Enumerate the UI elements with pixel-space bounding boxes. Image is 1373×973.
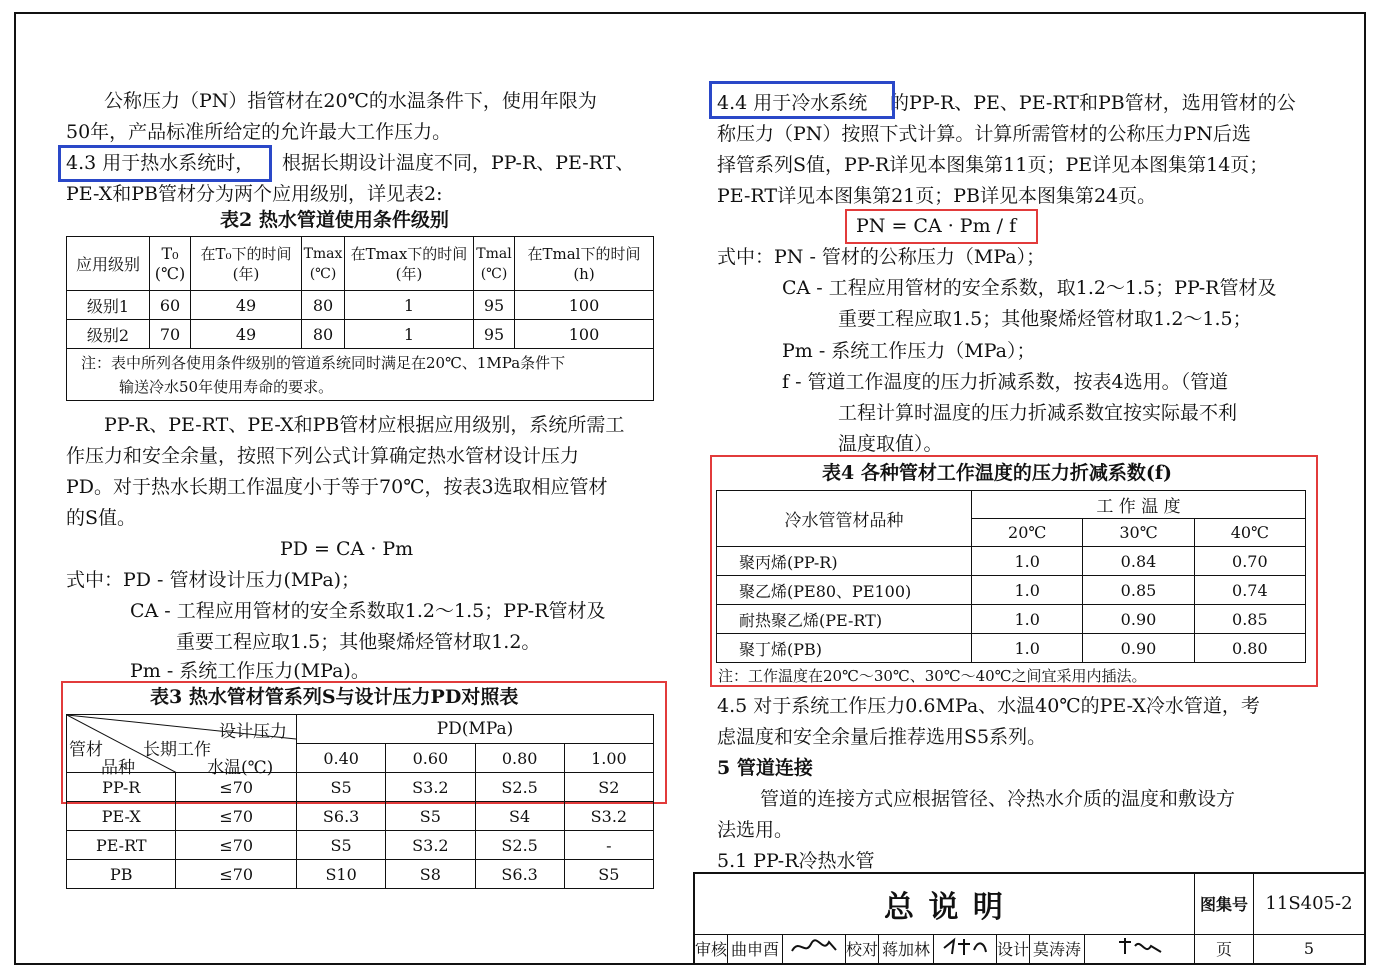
table3-cell: ≤70: [176, 802, 297, 831]
title-block-design-label: 设计: [997, 934, 1030, 964]
table3-pressure: 0.60: [386, 744, 475, 773]
table3-cell: PP-R: [67, 773, 176, 802]
section-4-3-text: 根据长期设计温度不同，PP-R、PE-RT、: [282, 152, 635, 174]
table3-cell: S2.5: [475, 773, 564, 802]
section-4-4-line-3: 择管系列S值，PP-R详见本图集第11页；PE详见本图集第14页；: [717, 154, 1269, 176]
table3-cell: S3.2: [386, 831, 475, 860]
title-block-atlas-label: 图集号: [1195, 873, 1254, 934]
table3-corner-material: 管材: [69, 740, 103, 760]
highlight-box-4-3: [58, 145, 272, 182]
section-4-4-text: 的PP-R、PE、PE-RT和PB管材，选用管材的公: [890, 92, 1296, 114]
table2-cell: 100: [515, 320, 654, 349]
table3-cell: -: [564, 831, 653, 860]
section-4-5-line-1: 4.5 对于系统工作压力0.6MPa、水温40℃的PE-X冷水管道，考: [717, 695, 1260, 717]
table4-cell: 0.74: [1194, 576, 1305, 605]
table3-cell: ≤70: [176, 773, 297, 802]
para-2-line-4: 的S值。: [66, 507, 137, 529]
section-4-5-line-2: 虑温度和安全余量后推荐选用S5系列。: [717, 726, 1047, 748]
para-2-line-3: PD。对于热水长期工作温度小于等于70℃，按表3选取相应管材: [66, 476, 608, 498]
table4-material-header: 冷水管管材品种: [717, 491, 972, 547]
def-f: f - 管道工作温度的压力折减系数，按表4选用。（管道: [782, 371, 1229, 393]
def-ca-right-2: 重要工程应取1.5；其他聚烯烃管材取1.2～1.5；: [838, 308, 1252, 330]
def-ca-2: 重要工程应取1.5；其他聚烯烃管材取1.2。: [176, 631, 541, 653]
para-2-line-1: PP-R、PE-RT、PE-X和PB管材应根据应用级别，系统所需工: [104, 414, 625, 436]
table2-cell: 49: [191, 320, 302, 349]
title-block-title: 总 说 明: [694, 873, 1195, 934]
table4-cell: 0.90: [1083, 634, 1194, 663]
section-5-line-1: 管道的连接方式应根据管径、冷热水介质的温度和敷设方: [760, 788, 1236, 810]
table3-corner-temp: 长期工作: [143, 740, 211, 760]
def-ca: CA - 工程应用管材的安全系数取1.2～1.5；PP-R管材及: [130, 600, 606, 622]
section-4-4-label: 4.4 用于冷水系统: [717, 92, 868, 114]
def-f-2: 工程计算时温度的压力折减系数宜按实际最不利: [838, 402, 1238, 424]
table3-cell: PE-X: [67, 802, 176, 831]
table2-header: 在T₀下的时间 (年): [191, 237, 302, 291]
designer-signature: [1085, 934, 1195, 964]
table3-pressure: 1.00: [564, 744, 653, 773]
table2-cell: 49: [191, 291, 302, 320]
table3-cell: S3.2: [386, 773, 475, 802]
table4-cell: 1.0: [972, 634, 1083, 663]
table2-header: 应用级别: [67, 237, 150, 291]
table4-cell: 0.80: [1194, 634, 1305, 663]
table2-cell: 级别2: [67, 320, 150, 349]
para-1-line-1: 公称压力（PN）指管材在20℃的水温条件下，使用年限为: [104, 90, 597, 112]
section-5-line-2: 法选用。: [717, 819, 794, 841]
section-4-3-label: 4.3 用于热水系统时，: [66, 152, 255, 174]
table3-corner: [67, 715, 297, 778]
table4-cell: 1.0: [972, 605, 1083, 634]
table3-cell: S10: [297, 860, 386, 889]
para-1-line-2: 50年，产品标准所给定的允许最大工作压力。: [66, 121, 452, 143]
table3-cell: S6.3: [475, 860, 564, 889]
table4: [716, 490, 1306, 663]
table3-cell: PB: [67, 860, 176, 889]
table3-cell: S5: [297, 773, 386, 802]
table2-cell: 95: [474, 320, 515, 349]
table2-cell: 80: [302, 291, 345, 320]
section-5-title: 5 管道连接: [717, 757, 813, 779]
table4-cell: 0.84: [1083, 547, 1194, 576]
table3-cell: S4: [475, 802, 564, 831]
table4-temp-header: 工 作 温 度: [972, 491, 1306, 519]
title-block-designer: 莫涛涛: [1030, 934, 1085, 964]
section-4-4-line-2: 称压力（PN）按照下式计算。计算所需管材的公称压力PN后选: [717, 123, 1251, 145]
table2-cell: 1: [345, 291, 474, 320]
title-block-reviewer: 曲申酉: [728, 934, 783, 964]
table3-cell: S5: [297, 831, 386, 860]
table2-cell: 级别1: [67, 291, 150, 320]
title-block-atlas-no: 11S405-2: [1254, 873, 1366, 934]
table3-title: 表3 热水管材管系列S与设计压力PD对照表: [150, 686, 519, 708]
table3-cell: ≤70: [176, 831, 297, 860]
def-pm: Pm - 系统工作压力(MPa)。: [130, 660, 370, 682]
table2-cell: 80: [302, 320, 345, 349]
table3-corner-type: 品种: [101, 758, 135, 778]
table2-title: 表2 热水管道使用条件级别: [220, 209, 449, 231]
table3-cell: S3.2: [564, 802, 653, 831]
table4-cell: 0.90: [1083, 605, 1194, 634]
table2-note-line: 输送冷水50年使用寿命的要求。: [119, 377, 334, 396]
checker-signature: [934, 934, 997, 964]
table2-cell: 60: [150, 291, 191, 320]
table4-material: 耐热聚乙烯(PE-RT): [717, 605, 972, 634]
table3-cell: S2.5: [475, 831, 564, 860]
def-f-3: 温度取值）。: [838, 433, 943, 455]
table2-cell: 70: [150, 320, 191, 349]
para-2-line-2: 作压力和安全余量，按照下列公式计算确定热水管材设计压力: [66, 445, 580, 467]
title-block-checker: 蒋加林: [879, 934, 934, 964]
table2-cell: 100: [515, 291, 654, 320]
table4-temp: 40℃: [1194, 519, 1305, 547]
table2-header: Tmal (℃): [474, 237, 515, 291]
table4-cell: 1.0: [972, 547, 1083, 576]
highlight-box-4-4: [709, 81, 895, 119]
table3-cell: S2: [564, 773, 653, 802]
table4-temp: 30℃: [1083, 519, 1194, 547]
table4-temp: 20℃: [972, 519, 1083, 547]
table4-title: 表4 各种管材工作温度的压力折减系数(f): [822, 462, 1172, 484]
title-block: [693, 872, 1366, 965]
table3-pd-header: PD(MPa): [297, 715, 654, 744]
table3-cell: ≤70: [176, 860, 297, 889]
table3-corner-temp-unit: 水温(℃): [207, 758, 274, 778]
table4-cell: 0.70: [1194, 547, 1305, 576]
table2-cell: 95: [474, 291, 515, 320]
checker-signature-icon: [940, 936, 990, 958]
table2-header: 在Tmax下的时间 (年): [345, 237, 474, 291]
table4-note: 注：工作温度在20℃～30℃、30℃～40℃之间宜采用内插法。: [718, 667, 1147, 685]
title-block-page-label: 页: [1195, 934, 1254, 964]
designer-signature-icon: [1115, 936, 1165, 958]
table4-cell: 1.0: [972, 576, 1083, 605]
table3-pressure: 0.80: [475, 744, 564, 773]
table4-material: 聚丁烯(PB): [717, 634, 972, 663]
def-pm-right: Pm - 系统工作压力（MPa）；: [782, 340, 1036, 362]
reviewer-signature: [783, 934, 846, 964]
def-ca-right: CA - 工程应用管材的安全系数，取1.2～1.5；PP-R管材及: [782, 277, 1277, 299]
table2-header: T₀ (℃): [150, 237, 191, 291]
table3-cell: S8: [386, 860, 475, 889]
section-4-3-line-2: PE-X和PB管材分为两个应用级别，详见表2:: [66, 183, 443, 205]
reviewer-signature-icon: [789, 936, 839, 958]
title-block-review-label: 审核: [694, 934, 728, 964]
table3-pressure: 0.40: [297, 744, 386, 773]
formula-pd: PD = CA · Pm: [280, 538, 414, 560]
table2: [66, 236, 654, 401]
table3: [66, 714, 654, 888]
table4-cell: 0.85: [1194, 605, 1305, 634]
table4-material: 聚乙烯(PE80、PE100): [717, 576, 972, 605]
title-block-page-no: 5: [1254, 934, 1366, 964]
table2-header: Tmax (℃): [302, 237, 345, 291]
table3-cell: S5: [386, 802, 475, 831]
table2-header: 在Tmal下的时间 (h): [515, 237, 654, 291]
table4-cell: 0.85: [1083, 576, 1194, 605]
table2-cell: 1: [345, 320, 474, 349]
table3-cell: S6.3: [297, 802, 386, 831]
def-pn: 式中：PN - 管材的公称压力（MPa）；: [717, 246, 1046, 268]
table2-note: [67, 349, 654, 401]
table4-material: 聚丙烯(PP-R): [717, 547, 972, 576]
table2-note-line: 注：表中所列各使用条件级别的管道系统同时满足在20℃、1MPa条件下: [81, 353, 566, 372]
table3-cell: S5: [564, 860, 653, 889]
def-pd: 式中：PD - 管材设计压力(MPa)；: [66, 569, 361, 591]
section-5-1: 5.1 PP-R冷热水管: [717, 850, 875, 872]
section-4-4-line-4: PE-RT详见本图集第21页；PB详见本图集第24页。: [717, 185, 1157, 207]
highlight-box-formula: [845, 209, 1038, 244]
table3-cell: PE-RT: [67, 831, 176, 860]
title-block-check-label: 校对: [846, 934, 879, 964]
table3-corner-pressure: 设计压力: [219, 722, 287, 742]
formula-pn: PN = CA · Pm / f: [856, 215, 1017, 237]
